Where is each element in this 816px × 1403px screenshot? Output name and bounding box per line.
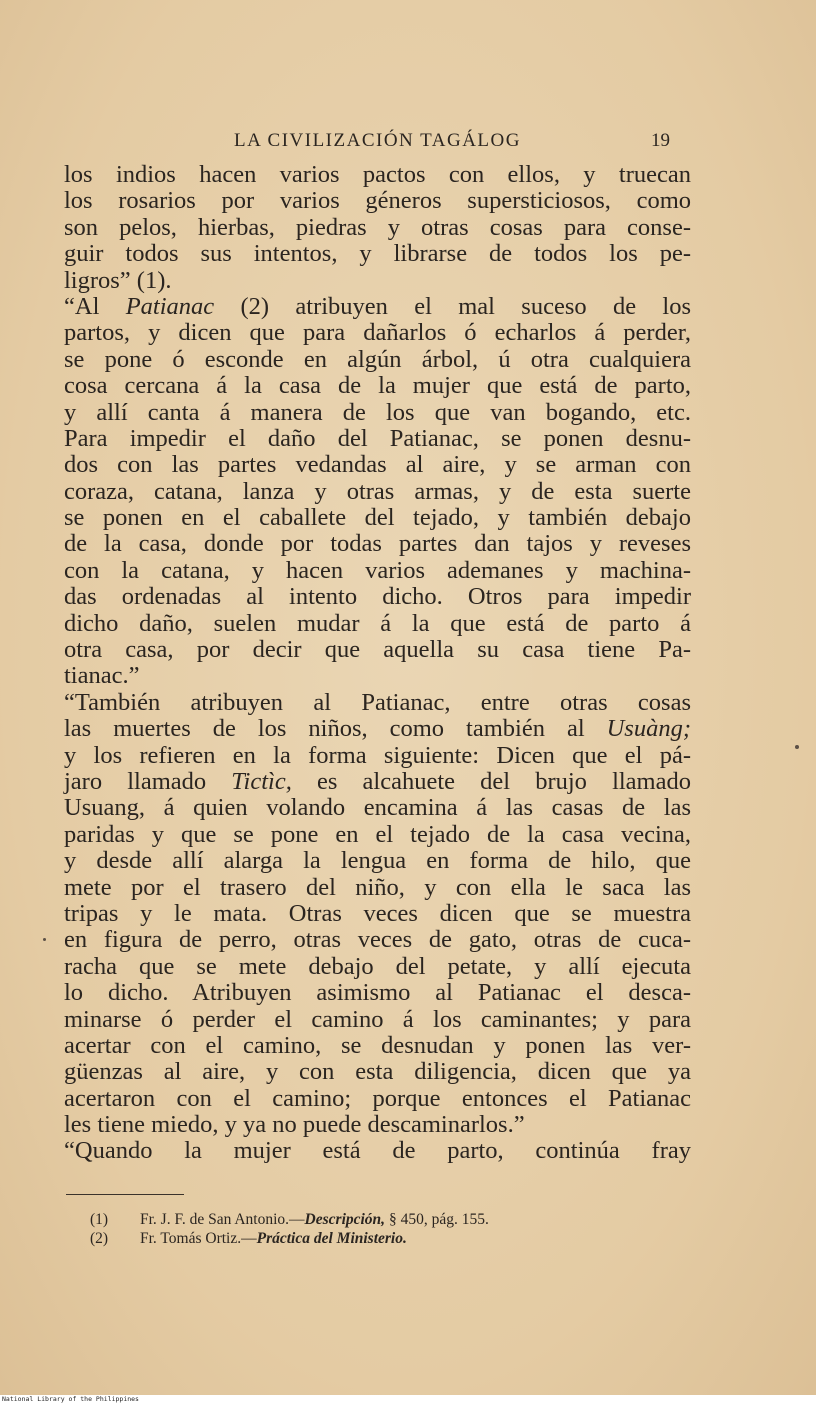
- text-line: [64, 769, 691, 795]
- text-line: [64, 531, 691, 557]
- text-segment: en figura de perro, otras veces de gato, otras de cuca-: [64, 926, 691, 954]
- text-segment: y desde allí alarga la lengua en forma de hilo, que: [64, 847, 691, 875]
- text-line: [64, 241, 691, 267]
- text-segment: coraza, catana, lanza y otras armas, y de esta suerte: [64, 477, 691, 505]
- text-segment: “Quando la mujer está de parto, continúa fray: [64, 1137, 691, 1165]
- text-line: [64, 558, 691, 584]
- text-line: [64, 611, 691, 637]
- text-line: [64, 690, 691, 716]
- text-line: [64, 822, 691, 848]
- text-line: [64, 452, 691, 478]
- text-segment: dicho daño, suelen mudar á la que está de parto á: [64, 609, 691, 637]
- text-line: [64, 848, 691, 874]
- text-segment: Usuang, á quien volando encamina á las casas de las: [64, 794, 691, 822]
- text-segment: jaro llamado: [64, 767, 232, 795]
- text-segment: se ponen en el caballete del tejado, y también debajo: [64, 504, 691, 532]
- text-line: [64, 1112, 691, 1138]
- text-segment: “También atribuyen al Patianac, entre otras cosas: [64, 688, 691, 716]
- text-line: [64, 1138, 691, 1164]
- text-segment: otra casa, por decir que aquella su casa tiene Pa-: [64, 636, 691, 664]
- text-line: [64, 400, 691, 426]
- text-segment: Para impedir el daño del Patianac, se ponen desnu-: [64, 424, 691, 452]
- text-line: [64, 743, 691, 769]
- text-segment: tripas y le mata. Otras veces dicen que se muestra: [64, 899, 691, 927]
- text-segment: dos con las partes vedandas al aire, y se arman con: [64, 451, 691, 479]
- text-line: [64, 875, 691, 901]
- text-segment: son pelos, hierbas, piedras y otras cosas para conse-: [64, 213, 691, 241]
- text-segment: es alcahuete del brujo llamado: [291, 767, 691, 795]
- footnote-rule: [66, 1194, 184, 1195]
- text-segment: los indios hacen varios pactos con ellos, y truecan: [64, 161, 691, 188]
- text-line: [64, 479, 691, 505]
- text-line: [64, 663, 691, 689]
- text-line: [64, 954, 691, 980]
- text-line: [64, 1033, 691, 1059]
- ink-speck: [43, 938, 46, 941]
- text-segment: los rosarios por varios géneros supersticiosos, como: [64, 187, 691, 215]
- text-line: [64, 980, 691, 1006]
- text-segment: das ordenadas al intento dicho. Otros para impedir: [64, 583, 691, 611]
- text-line: [64, 584, 691, 610]
- running-title: LA CIVILIZACIÓN TAGÁLOG: [234, 130, 521, 151]
- footnote-rest: § 450, pág. 155.: [385, 1211, 489, 1228]
- footnote-author: Fr. Tomás Ortiz.—: [140, 1230, 257, 1247]
- text-line: [64, 268, 691, 294]
- italic-term: Tictìc,: [231, 767, 292, 795]
- italic-term: Usuàng;: [606, 715, 691, 743]
- text-line: [64, 716, 691, 742]
- text-line: [64, 795, 691, 821]
- text-line: [64, 901, 691, 927]
- footnote: [90, 1210, 690, 1229]
- text-segment: paridas y que se pone en el tejado de la casa vecina,: [64, 820, 691, 848]
- text-line: [64, 1007, 691, 1033]
- page-number: 19: [651, 130, 670, 151]
- text-segment: minarse ó perder el camino á los caminantes; y para: [64, 1005, 691, 1033]
- footnote-work: Descripción,: [304, 1211, 386, 1228]
- text-segment: acertar con el camino, se desnudan y ponen las ver-: [64, 1031, 691, 1059]
- text-line: [64, 320, 691, 346]
- text-segment: les tiene miedo, y ya no puede descaminarlos.”: [64, 1111, 525, 1139]
- footnote-work: Práctica del Ministerio.: [256, 1230, 407, 1247]
- text-segment: tianac.”: [64, 662, 140, 690]
- text-line: [64, 347, 691, 373]
- text-segment: partos, y dicen que para dañarlos ó echarlos á perder,: [64, 319, 691, 347]
- text-segment: se pone ó esconde en algún árbol, ú otra cualquiera: [64, 345, 691, 373]
- footnote-number: (2): [90, 1230, 109, 1247]
- text-segment: mete por el trasero del niño, y con ella le saca las: [64, 873, 691, 901]
- text-line: [64, 215, 691, 241]
- text-segment: acertaron con el camino; porque entonces el Patianac: [64, 1084, 691, 1112]
- text-line: [64, 1059, 691, 1085]
- text-line: [64, 927, 691, 953]
- text-segment: y allí canta á manera de los que van bogando, etc.: [64, 398, 691, 426]
- running-head: [65, 130, 690, 156]
- text-segment: cosa cercana á la casa de la mujer que está de parto,: [64, 372, 691, 400]
- footnotes: [90, 1210, 690, 1248]
- body-text: [64, 162, 691, 1165]
- text-line: [64, 637, 691, 663]
- text-segment: de la casa, donde por todas partes dan tajos y reveses: [64, 530, 691, 558]
- text-segment: racha que se mete debajo del petate, y allí ejecuta: [64, 952, 691, 980]
- library-credit: National Library of the Philippines: [2, 1395, 139, 1403]
- text-line: [64, 294, 691, 320]
- italic-term: Patianac: [125, 292, 215, 320]
- text-line: [64, 426, 691, 452]
- text-segment: las muertes de los niños, como también al: [64, 715, 607, 743]
- text-segment: y los refieren en la forma siguiente: Dicen que el pá-: [64, 741, 691, 769]
- text-line: [64, 162, 691, 188]
- text-line: [64, 1086, 691, 1112]
- text-segment: lo dicho. Atribuyen asimismo al Patianac el desca-: [64, 979, 691, 1007]
- footnote-author: Fr. J. F. de San Antonio.—: [140, 1211, 305, 1228]
- credit-strip: [0, 1395, 816, 1403]
- text-segment: con la catana, y hacen varios ademanes y machina-: [64, 556, 691, 584]
- text-segment: (2) atribuyen el mal suceso de los: [214, 292, 691, 320]
- text-line: [64, 373, 691, 399]
- text-line: [64, 188, 691, 214]
- text-line: [64, 505, 691, 531]
- text-segment: ligros” (1).: [64, 266, 172, 294]
- text-segment: guir todos sus intentos, y librarse de todos los pe-: [64, 240, 691, 268]
- text-segment: güenzas al aire, y con esta diligencia, dicen que ya: [64, 1058, 691, 1086]
- text-segment: “Al: [64, 292, 126, 320]
- footnote: [90, 1229, 690, 1248]
- footnote-number: (1): [90, 1211, 109, 1228]
- ink-speck: [795, 745, 799, 749]
